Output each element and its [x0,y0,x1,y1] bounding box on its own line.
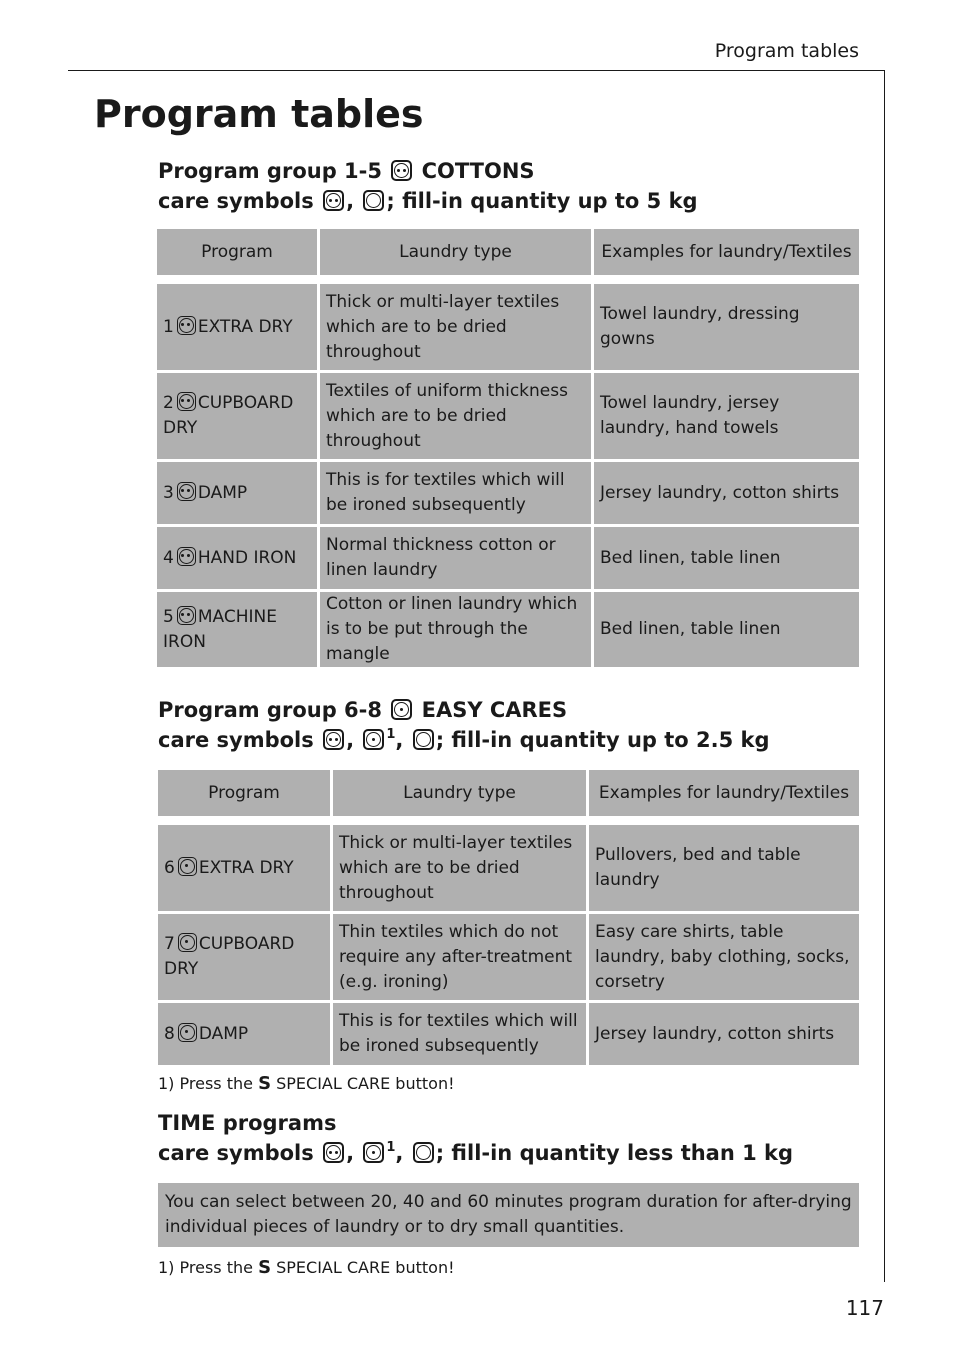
easy-care-dry-icon [178,1023,197,1042]
program-cell: 3 DAMP [157,462,317,524]
examples-cell: Bed linen, table linen [594,527,859,589]
group1-table [154,226,862,670]
examples-cell: Jersey laundry, cotton shirts [594,462,859,524]
laundry-type-cell: This is for textiles which will be ironed subsequently [333,1003,586,1065]
table-row [158,914,859,1000]
table-row [157,462,859,524]
tumble-dry-icon [363,190,384,211]
tumble-dry-icon [413,729,434,750]
side-rule [884,70,885,1282]
cotton-dry-icon [177,606,196,625]
column-header: Program [158,770,330,816]
group2-care-suffix: ; fill-in quantity up to 2.5 kg [435,728,770,752]
header-rule [68,70,885,71]
laundry-type-cell: Thick or multi-layer textiles which are to be dried throughout [333,825,586,911]
cotton-dry-icon [177,392,196,411]
group1-heading [158,156,698,216]
laundry-type-cell: Cotton or linen laundry which is to be put through the mangle [320,592,591,667]
easy-care-dry-icon [391,699,412,720]
column-header: Program [157,229,317,275]
time-info-box: You can select between 20, 40 and 60 minutes program duration for after-drying individual pieces of laundry or to dry small quantities. [158,1183,859,1247]
column-header: Laundry type [333,770,586,816]
program-cell: 6 EXTRA DRY [158,825,330,911]
examples-cell: Towel laundry, jersey laundry, hand towels [594,373,859,459]
footnote-marker: 1 [386,727,396,742]
table-row [157,592,859,667]
cotton-dry-icon [323,190,344,211]
group1-care-suffix: ; fill-in quantity up to 5 kg [386,189,698,213]
easy-care-dry-icon [363,729,384,750]
column-header: Examples for laundry/Textiles [589,770,859,816]
time-care-prefix: care symbols [158,1141,314,1165]
cotton-dry-icon [391,160,412,181]
time-care-suffix: ; fill-in quantity less than 1 kg [435,1141,794,1165]
column-header: Laundry type [320,229,591,275]
examples-cell: Bed linen, table linen [594,592,859,667]
cotton-dry-icon [323,729,344,750]
table-row [157,284,859,370]
group2-heading [158,695,770,755]
program-cell: 5 MACHINE IRON [157,592,317,667]
column-header: Examples for laundry/Textiles [594,229,859,275]
cotton-dry-icon [323,1142,344,1163]
page-title: Program tables [94,92,424,136]
special-care-s-icon: S [258,1257,272,1278]
group1-heading-prefix: Program group 1-5 [158,159,382,183]
tumble-dry-icon [413,1142,434,1163]
group2-table [155,767,862,1068]
group1-heading-name: COTTONS [421,159,535,183]
time-care-sep: , [395,1141,404,1165]
program-cell: 8 DAMP [158,1003,330,1065]
examples-cell: Pullovers, bed and table laundry [589,825,859,911]
program-cell: 1 EXTRA DRY [157,284,317,370]
easy-care-dry-icon [178,857,197,876]
table-row [158,1003,859,1065]
group2-care-prefix: care symbols [158,728,314,752]
program-cell: 7 CUPBOARD DRY [158,914,330,1000]
time-heading [158,1108,793,1168]
program-cell: 2 CUPBOARD DRY [157,373,317,459]
group2-footnote: 1) Press the S SPECIAL CARE button! [158,1073,455,1094]
footnote-marker: 1 [386,1140,396,1155]
laundry-type-cell: This is for textiles which will be ironed subsequently [320,462,591,524]
cotton-dry-icon [177,482,196,501]
cotton-dry-icon [177,316,196,335]
group1-care-sep: , [346,189,355,213]
laundry-type-cell: Normal thickness cotton or linen laundry [320,527,591,589]
group2-heading-name: EASY CARES [421,698,568,722]
examples-cell: Easy care shirts, table laundry, baby clothing, socks, corsetry [589,914,859,1000]
page-number: 117 [845,1296,884,1320]
examples-cell: Jersey laundry, cotton shirts [589,1003,859,1065]
table-header-row [157,229,859,275]
time-heading-title: TIME programs [158,1111,337,1135]
easy-care-dry-icon [363,1142,384,1163]
group2-care-sep: , [346,728,355,752]
easy-care-dry-icon [178,933,197,952]
examples-cell: Towel laundry, dressing gowns [594,284,859,370]
cotton-dry-icon [177,547,196,566]
table-row [157,373,859,459]
group1-care-prefix: care symbols [158,189,314,213]
group2-care-sep: , [395,728,404,752]
table-header-row [158,770,859,816]
laundry-type-cell: Textiles of uniform thickness which are to be dried throughout [320,373,591,459]
special-care-s-icon: S [258,1073,272,1094]
program-cell: 4 HAND IRON [157,527,317,589]
time-care-sep: , [346,1141,355,1165]
laundry-type-cell: Thick or multi-layer textiles which are to be dried throughout [320,284,591,370]
running-header: Program tables [714,40,859,62]
table-row [157,527,859,589]
group2-heading-prefix: Program group 6-8 [158,698,382,722]
laundry-type-cell: Thin textiles which do not require any after-treatment (e.g. ironing) [333,914,586,1000]
time-footnote: 1) Press the S SPECIAL CARE button! [158,1257,455,1278]
table-row [158,825,859,911]
